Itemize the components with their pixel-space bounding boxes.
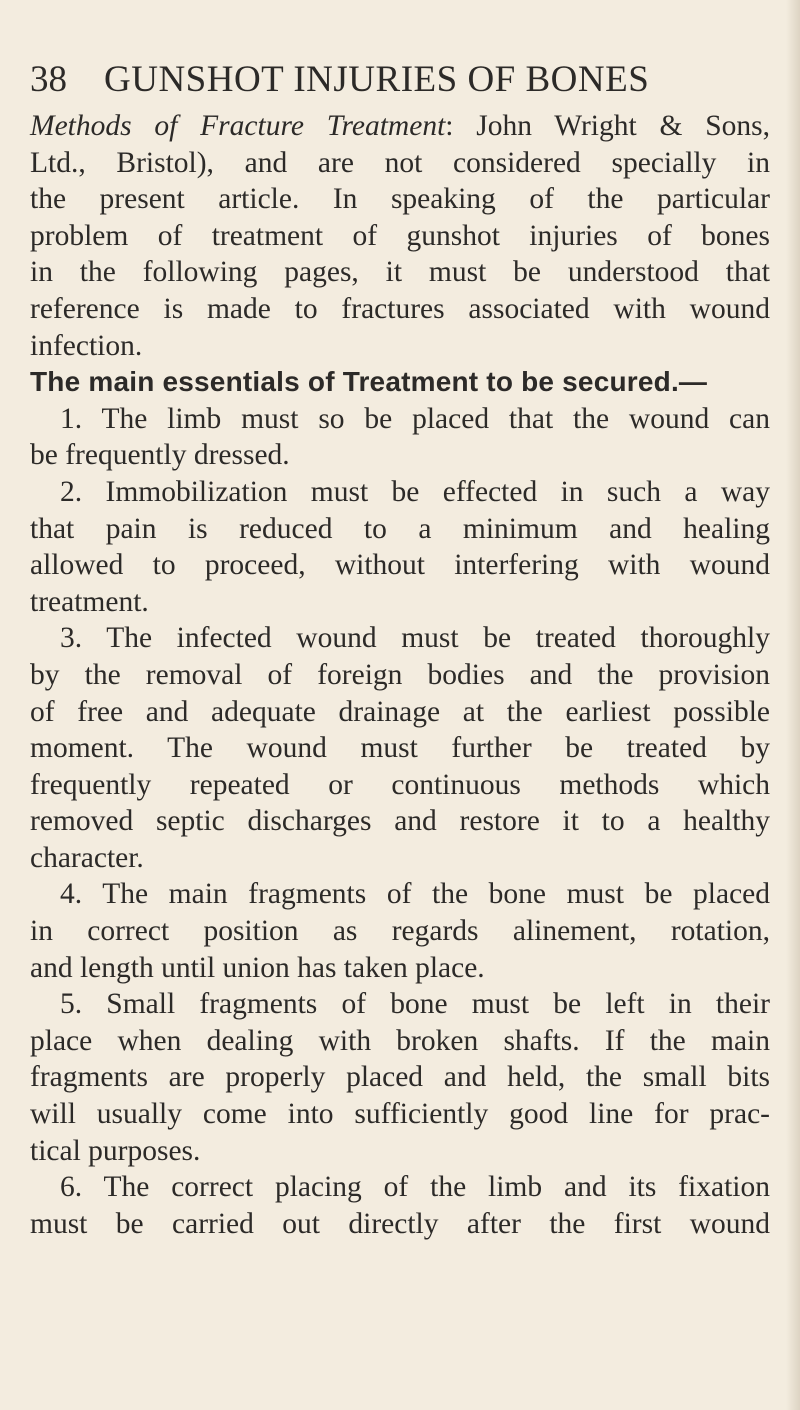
italic-book-title: Methods of Fracture Treatment <box>30 110 446 142</box>
text-line: removed septic discharges and restore it to a healthy <box>30 805 770 838</box>
text-line: infection. <box>30 329 143 362</box>
text-line: will usually come into sufficiently good line for prac- <box>30 1098 770 1131</box>
text-line: be frequently dressed. <box>30 439 290 472</box>
text-line: 3. The infected wound must be treated thoroughly <box>60 622 770 655</box>
text-line: moment. The wound must further be treated by <box>30 732 770 765</box>
text-line: 1. The limb must so be placed that the wound can <box>60 402 770 435</box>
text-line: in the following pages, it must be understood that <box>30 256 770 289</box>
list-item <box>30 401 770 474</box>
text-line: 2. Immobilization must be effected in such a way <box>60 475 770 508</box>
text-line <box>30 108 770 145</box>
list-item <box>30 620 770 876</box>
text-line: of free and adequate drainage at the earliest possible <box>30 695 770 728</box>
page-edge-shadow <box>786 0 800 1410</box>
running-title: GUNSHOT INJURIES OF BONES <box>104 59 650 100</box>
page-number: 38 <box>30 59 67 100</box>
text-line: 5. Small fragments of bone must be left in their <box>60 988 770 1021</box>
page-header <box>30 58 770 102</box>
list-item <box>30 986 770 1169</box>
text-line: place when dealing with broken shafts. If the main <box>30 1024 770 1057</box>
text-line: 6. The correct placing of the limb and its fixation <box>60 1171 770 1204</box>
text-line: frequently repeated or continuous methods which <box>30 768 770 801</box>
body-text <box>30 108 770 1242</box>
text-line: in correct position as regards alinement, rotation, <box>30 915 770 948</box>
text-line: by the removal of foreign bodies and the provision <box>30 658 770 691</box>
text-line: the present article. In speaking of the particular <box>30 183 770 216</box>
section-heading-paragraph <box>30 364 770 401</box>
section-heading: The main essentials of Treatment to be secured.— <box>30 366 708 398</box>
text-line: reference is made to fractures associated with wound <box>30 292 770 325</box>
text-line: and length until union has taken place. <box>30 951 485 984</box>
text-line: 4. The main fragments of the bone must be placed <box>60 878 770 911</box>
text-line: allowed to proceed, without interfering with wound <box>30 549 770 582</box>
text-line: tical purposes. <box>30 1134 201 1167</box>
list-item <box>30 876 770 986</box>
text-line: problem of treatment of gunshot injuries of bones <box>30 219 770 252</box>
text-line: that pain is reduced to a minimum and healing <box>30 512 770 545</box>
text-line: character. <box>30 841 144 874</box>
list-item <box>30 474 770 620</box>
intro-paragraph <box>30 108 770 364</box>
text-line: treatment. <box>30 585 149 618</box>
text-fragment: : John Wright & Sons, <box>445 110 770 142</box>
text-line: fragments are properly placed and held, the small bits <box>30 1061 770 1094</box>
list-item <box>30 1169 770 1242</box>
text-line: Ltd., Bristol), and are not considered specially in <box>30 146 770 179</box>
text-line: must be carried out directly after the first wound <box>30 1207 770 1240</box>
